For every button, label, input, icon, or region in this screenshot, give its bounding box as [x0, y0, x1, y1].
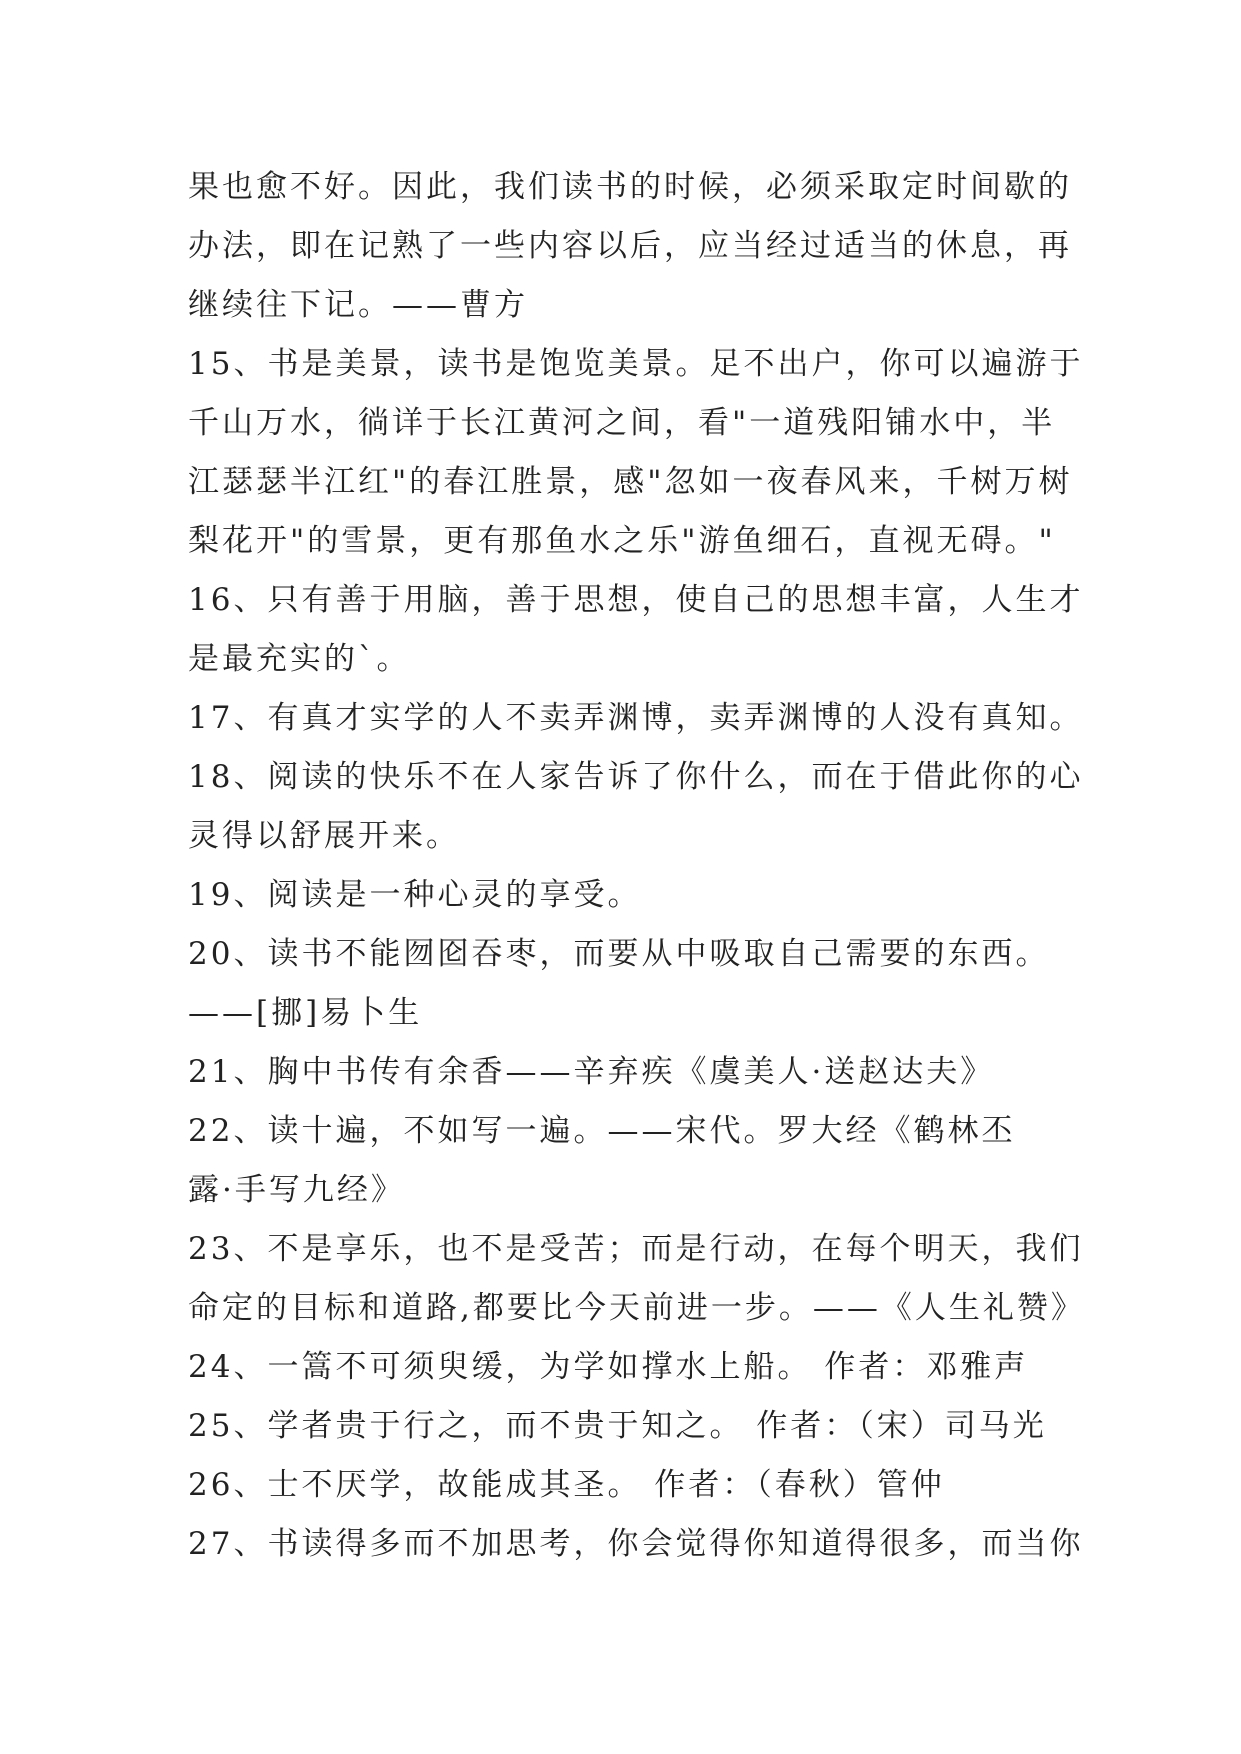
text-line: 命定的目标和道路,都要比今天前进一步。——《人生礼赞》: [188, 1290, 1085, 1326]
text-body: [188, 158, 1088, 1574]
text-line: 梨花开"的雪景，更有那鱼水之乐"游鱼细石，直视无碍。": [188, 523, 1056, 559]
text-line: 办法，即在记熟了一些内容以后，应当经过适当的休息，再: [188, 228, 1072, 264]
text-line: 22、读十遍，不如写一遍。——宋代。罗大经《鹤林丕: [188, 1113, 1016, 1149]
text-line: 23、不是享乐，也不是受苦；而是行动，在每个明天，我们: [188, 1231, 1084, 1267]
text-line: 江瑟瑟半江红"的春江胜景，感"忽如一夜春风来，千树万树: [188, 464, 1073, 500]
text-line: 24、一篙不可须臾缓，为学如撑水上船。 作者：邓雅声: [188, 1349, 1029, 1385]
text-line: 18、阅读的快乐不在人家告诉了你什么，而在于借此你的心: [188, 759, 1084, 795]
text-line: 27、书读得多而不加思考，你会觉得你知道得很多，而当你: [188, 1526, 1084, 1562]
text-line: 25、学者贵于行之，而不贵于知之。 作者：（宋）司马光: [188, 1408, 1047, 1444]
text-line: 21、胸中书传有余香——辛弃疾《虞美人·送赵达夫》: [188, 1054, 995, 1090]
text-line: 果也愈不好。因此，我们读书的时候，必须采取定时间歇的: [188, 169, 1072, 205]
text-line: 15、书是美景，读书是饱览美景。足不出户，你可以遍游于: [188, 346, 1084, 382]
text-line: 露·手写九经》: [188, 1172, 405, 1208]
text-line: 灵得以舒展开来。: [188, 818, 460, 854]
text-line: 19、阅读是一种心灵的享受。: [188, 877, 642, 913]
text-line: 17、有真才实学的人不卖弄渊博，卖弄渊博的人没有真知。: [188, 700, 1084, 736]
text-line: 20、读书不能囫囵吞枣，而要从中吸取自己需要的东西。: [188, 936, 1050, 972]
text-line: 千山万水，徜详于长江黄河之间，看"一道残阳铺水中，半: [188, 405, 1056, 441]
text-line: 26、士不厌学，故能成其圣。 作者：（春秋）管仲: [188, 1467, 945, 1503]
text-line: 是最充实的`。: [188, 641, 411, 677]
text-line: ——[挪]易卜生: [188, 995, 423, 1031]
text-line: 继续往下记。——曹方: [188, 287, 528, 323]
text-line: 16、只有善于用脑，善于思想，使自己的思想丰富，人生才: [188, 582, 1084, 618]
